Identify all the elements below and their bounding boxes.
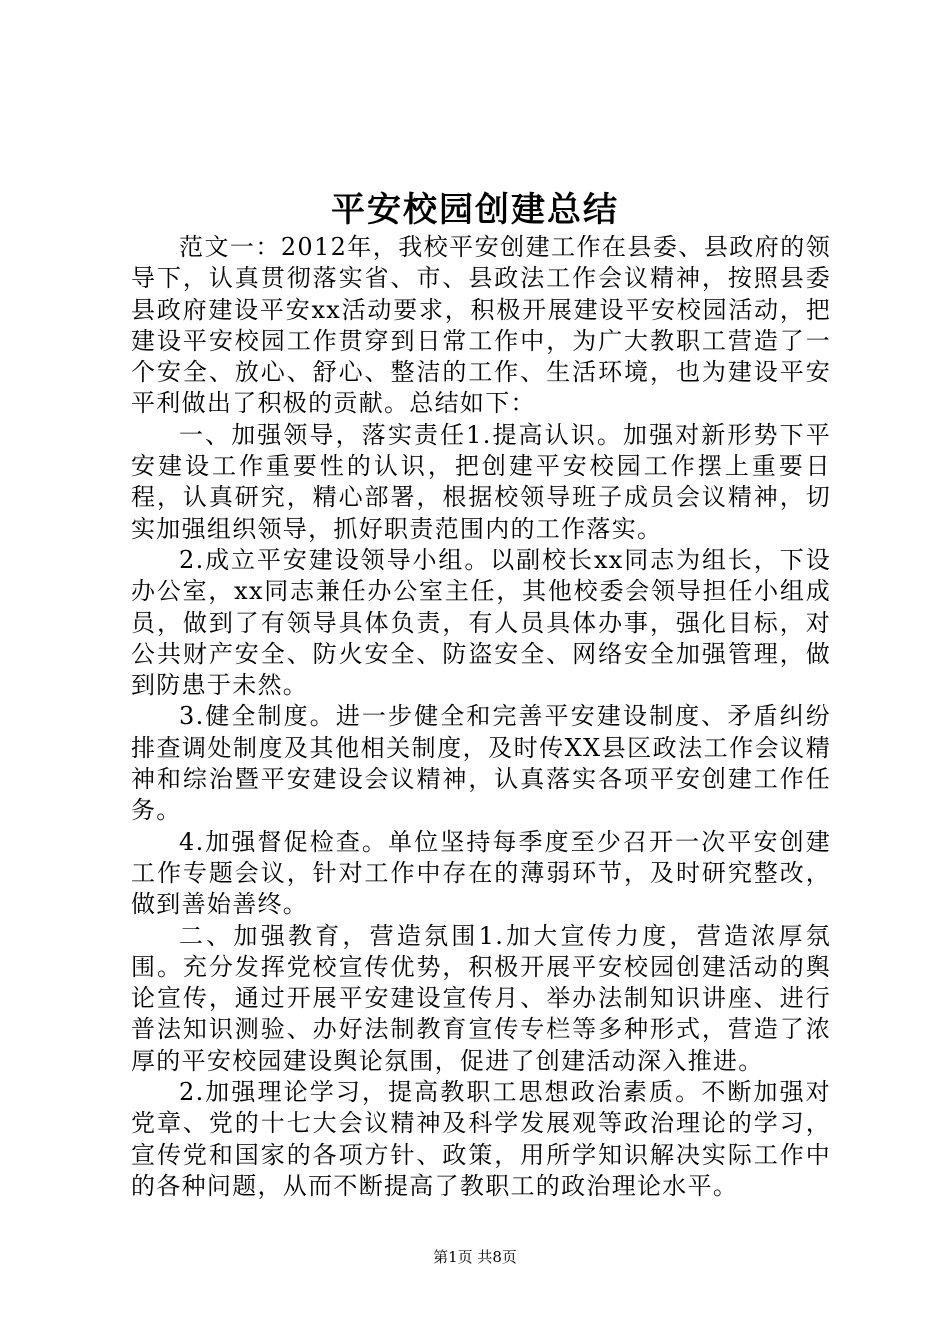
document-title: 平安校园创建总结 <box>331 190 619 230</box>
page-number-footer: 第1页 共8页 <box>433 1248 517 1266</box>
paragraph-section-1-item-2: 2.成立平安建设领导小组。以副校长xx同志为组长，下设办公室，xx同志兼任办公室主任，其他校委会领导担任小组成员，做到了有领导具体负责，有人员具体办事，强化目标，对公共财产安全、防火安全、防盗安全、网络安全加强管理，做到防患于未然。 <box>131 545 831 700</box>
paragraph-section-1-item-1: 一、加强领导，落实责任1.提高认识。加强对新形势下平安建设工作重要性的认识，把创建平安校园工作摆上重要日程，认真研究，精心部署，根据校领导班子成员会议精神，切实加强组织领导，抓好职责范围内的工作落实。 <box>131 420 831 543</box>
paragraph-section-1-item-3: 3.健全制度。进一步健全和完善平安建设制度、矛盾纠纷排查调处制度及其他相关制度，及时传XX县区政法工作会议精神和综治暨平安建设会议精神，认真落实各项平安创建工作任务。 <box>131 702 831 825</box>
paragraph-section-2-item-2: 2.加强理论学习，提高教职工思想政治素质。不断加强对党章、党的十七大会议精神及科学发展观等政治理论的学习，宣传党和国家的各项方针、政策，用所学知识解决实际工作中的各种问题，从而不断提高了教职工的政治理论水平。 <box>131 1078 831 1200</box>
document-body <box>131 232 831 1202</box>
paragraph-intro: 范文一：2012年，我校平安创建工作在县委、县政府的领导下，认真贯彻落实省、市、县政法工作会议精神，按照县委县政府建设平安xx活动要求，积极开展建设平安校园活动，把建设平安校园工作贯穿到日常工作中，为广大教职工营造了一个安全、放心、舒心、整洁的工作、生活环境，也为建设平安平利做出了积极的贡献。总结如下： <box>131 233 831 418</box>
paragraph-section-1-item-4: 4.加强督促检查。单位坚持每季度至少召开一次平安创建工作专题会议，针对工作中存在的薄弱环节，及时研究整改，做到善始善终。 <box>131 827 831 919</box>
paragraph-section-2-item-1: 二、加强教育，营造氛围1.加大宣传力度，营造浓厚氛围。充分发挥党校宣传优势，积极开展平安校园创建活动的舆论宣传，通过开展平安建设宣传月、举办法制知识讲座、进行普法知识测验、办好法制教育宣传专栏等多种形式，营造了浓厚的平安校园建设舆论氛围，促进了创建活动深入推进。 <box>131 921 831 1075</box>
